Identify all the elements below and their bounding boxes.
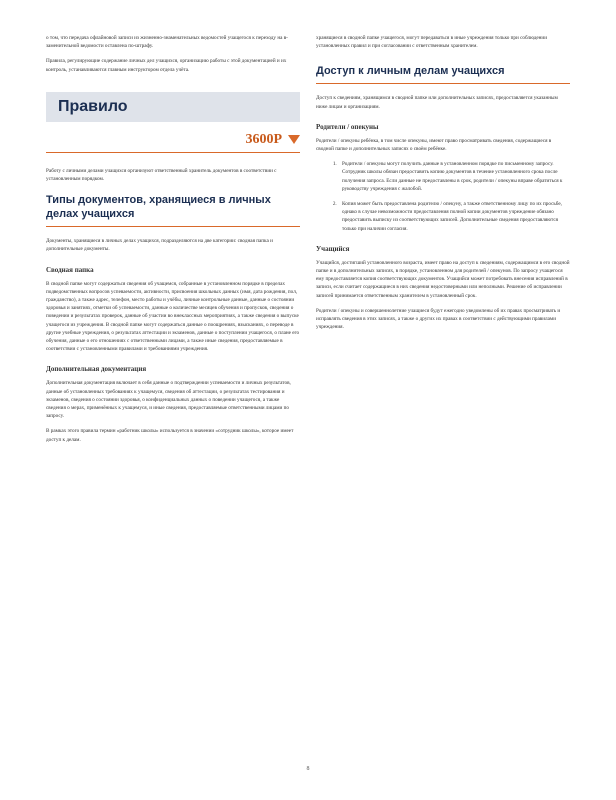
access-paragraph: Доступ к сведениям, хранящимся в сводной папке или дополнительных записях, предоставляется указанным ниже лицам и организациям. — [316, 95, 558, 110]
subheading-summary-folder: Сводная папка — [46, 265, 94, 274]
parents-paragraph: Родители / опекуны ребёнка, в том числе опекуны, имеют право просматривать сведения, содержащиеся в сводной папке и дополнительных записях о своём ребёнке. — [316, 137, 552, 153]
rule-code: 3600Р — [245, 131, 282, 147]
numbered-list — [316, 160, 570, 233]
section-heading-access: Доступ к личным делам учащихся — [316, 64, 570, 84]
intro-paragraph: о том, что передача офлайновой записи из жизненно-знаменательных ведомостей учащегося к переходу на в-заменительной ведомости оставлена по-штрафу. — [46, 35, 288, 50]
rule-code-row — [46, 132, 300, 148]
intro-paragraph: хранящиеся в сводной папке учащегося, могут передаваться в иные учреждения только при соблюдении установленных правил и при согласовании с ответственным хранителем. — [316, 35, 547, 50]
left-column — [46, 34, 300, 451]
list-item: 2. Копия может быть предоставлена родителю / опекуну, а также ответственному лицу по их просьбе, однако в случае невозможности предоставления полной копии документов учреждение обязано предоставить выписку из соответствующих записей. Дополнительные сведения предоставляются только при наличии согласия. — [338, 200, 570, 233]
triangle-down-icon — [288, 135, 300, 144]
students-paragraph: Учащийся, достигший установленного возраста, имеет право на доступ к сведениям, содержащимся в его сводной папке и в дополнительных записях, в порядке, установленном для родителей / опекунов. По запросу учащегося ему предоставляется копия соответствующих документов. Учащийся может потребовать внесения исправлений в записи, если считает содержащиеся в них сведения недостоверными или неполными. Решение об исправлении записей принимается ответственным хранителем в установленный срок. — [316, 259, 570, 299]
rule-banner — [46, 92, 300, 122]
types-paragraph: Документы, хранящиеся в личных делах учащихся, подразделяются на две категории: сводная папка и дополнительные документы. — [46, 238, 273, 253]
final-paragraph: Родители / опекуны и совершеннолетние учащиеся будут ежегодно уведомлены об их правах просматривать и исправлять сведения в этих записях, а также о других их правах в соответствии с действующими правилами учреждения. — [316, 307, 561, 331]
page-number: 8 — [306, 766, 310, 772]
list-item: 1. Родители / опекуны могут получить данные в установленном порядке по письменному запросу. Сотрудник школы обязан предоставить копию документов в течение установленного срока после получения запроса. Если данные не предоставлены в срок, родители / опекуны вправе обратиться к руководству учреждения с жалобой. — [338, 160, 570, 193]
intro-paragraph: Правила, регулирующие содержание личных дел учащихся, организацию работы с этой документацией и их контроль, устанавливаются главным инструктором отдела учёта. — [46, 58, 287, 73]
summary-paragraph: В сводной папке могут содержаться сведения об учащемся, собранные в установленном порядке в пределах подведомственных вопросов успеваемости, активности, присвоения школьных данных (имя, дата рождения, пол, гражданство), а также адрес, телефон, место работы и учёбы, личные контрольные данные, данные о состоянии здоровья и занятиях, отметки об успеваемости, данные о количестве месяцев обучения и пропусков, сведения о поведении и результатах проверок, данные об участии во внеклассных мероприятиях, а также сведения о выпуске учащегося из учреждения. В сводной папке могут содержаться данные о поощрениях, взысканиях, о переводе в другие учебные учреждения, о результатах аттестации и экзаменов, данные о поступлении учащегося, о плане его обучения, данные о его отношениях с ответственными лицами, а также иные сведения, предоставляемые в соответствии с установленными правилами и требованиями учреждения. — [46, 280, 300, 353]
additional-paragraph: Дополнительная документация включает в себя данные о подтверждении успеваемости и личных результатов, данные об установленных требованиях к учащемуся, сведения об аттестации, о результатах тестирования и экзаменов, сведения о состоянии здоровья, о конфиденциальных данных о поведении учащегося, а также сведения о мерах, применённых к учащемуся, и иные сведения, предоставляемые ответственными лицами по запросу. — [46, 380, 291, 420]
subheading-students: Учащийся — [316, 244, 350, 253]
subheading-additional-docs: Дополнительная документация — [46, 365, 147, 374]
rule-paragraph: Работу с личными делами учащихся организуют ответственный хранитель документов в соответствии с установленным порядком. — [46, 167, 277, 183]
divider — [46, 152, 300, 153]
subheading-parents: Родители / опекуны — [316, 122, 379, 131]
section-heading-document-types: Типы документов, хранящиеся в личных делах учащихся — [46, 193, 300, 227]
right-column — [316, 34, 570, 338]
end-paragraph: В рамках этого правила термин «работник школы» используется в значении «сотрудник школы», которое имеет доступ к делам. — [46, 428, 294, 443]
rule-title: Правило — [58, 97, 128, 115]
